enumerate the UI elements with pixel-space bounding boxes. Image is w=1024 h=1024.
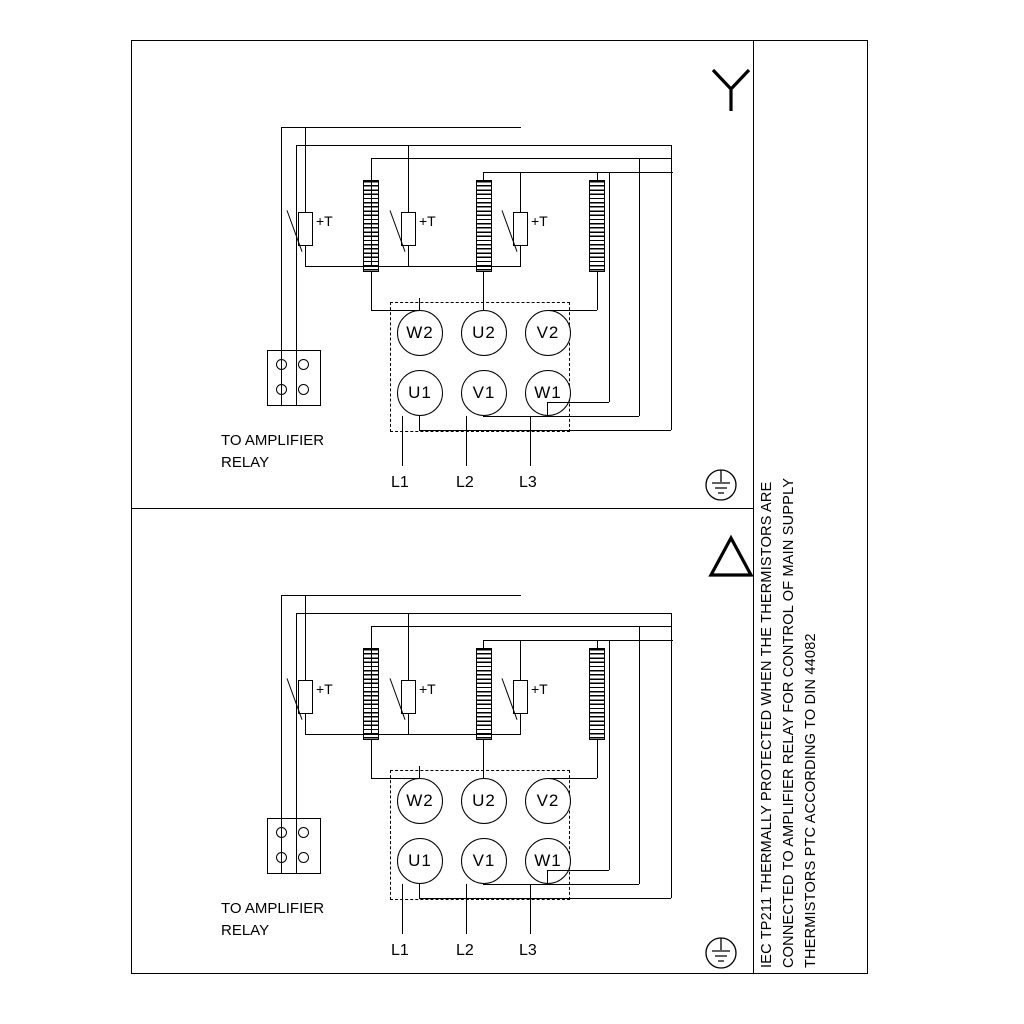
thermistor-3 — [513, 212, 528, 246]
earth-symbol — [701, 933, 741, 973]
phase-label-l1: L1 — [391, 474, 409, 491]
thermistor-2 — [401, 212, 416, 246]
wire-w2-stub — [419, 298, 420, 310]
wire-top-1 — [281, 595, 521, 596]
wire-v1-to-l2 — [466, 884, 467, 934]
wire-therm1-bottom — [305, 246, 306, 266]
wire-right-outer-2 — [639, 158, 640, 416]
wire-right-outer-2 — [639, 626, 640, 884]
wire-top-3 — [371, 626, 671, 627]
wire-right-outer-1 — [671, 145, 672, 430]
thermistor-1 — [298, 212, 313, 246]
terminal-v1: V1 — [461, 370, 507, 416]
wire-therm3-bottom — [520, 714, 521, 734]
notes-column — [753, 40, 868, 974]
wire-therm2-top — [408, 613, 409, 680]
winding-coil-2 — [476, 648, 492, 740]
terminal-u2: U2 — [461, 310, 507, 356]
wire-coil1-to-w2 — [371, 310, 419, 311]
panel-star — [131, 40, 754, 508]
terminal-u1: U1 — [397, 370, 443, 416]
wire-coil3-to-v2 — [547, 310, 597, 311]
wire-coil1-bottom — [371, 740, 372, 778]
phase-label-l1: L1 — [391, 942, 409, 959]
wire-coil2-bottom — [483, 740, 484, 778]
delta-symbol — [706, 533, 756, 581]
wire-therm-mid-to-3 — [371, 266, 521, 267]
wire-therm3-bottom — [520, 246, 521, 266]
terminal-w1: W1 — [525, 370, 571, 416]
thermistor-1 — [298, 680, 313, 714]
panel-delta — [131, 508, 754, 976]
connector-pin-2 — [298, 827, 309, 838]
wire-v1-to-l2 — [466, 416, 467, 466]
wire-therm2-bottom — [408, 714, 409, 734]
note-line-1: IEC TP211 THERMALLY PROTECTED WHEN THE THERMISTORS ARE — [759, 481, 775, 968]
wire-coil1-bottom — [371, 272, 372, 310]
wire-conn-left-drop — [281, 834, 282, 874]
winding-coil-3 — [589, 180, 605, 272]
connector-pin-4 — [298, 852, 309, 863]
thermistor-label-3: +T — [531, 213, 548, 229]
wire-w1-to-l3 — [530, 416, 531, 466]
wire-top-4 — [483, 640, 673, 641]
note-line-2: CONNECTED TO AMPLIFIER RELAY FOR CONTROL OF MAIN SUPPLY — [781, 477, 797, 968]
wire-bottom-bus-2 — [483, 416, 639, 417]
wire-w1-to-l3 — [530, 884, 531, 934]
thermistor-2 — [401, 680, 416, 714]
terminal-u2: U2 — [461, 778, 507, 824]
wire-therm3-top — [520, 172, 521, 212]
wire-therm-left2-down — [296, 145, 297, 366]
amplifier-label-line1: TO AMPLIFIER — [221, 432, 325, 449]
wire-therm1-bottom — [305, 714, 306, 734]
amplifier-connector — [267, 818, 321, 874]
wire-bottom-bus-2 — [483, 884, 639, 885]
terminal-u1: U1 — [397, 838, 443, 884]
phase-label-l2: L2 — [456, 942, 474, 959]
amplifier-label-line2: RELAY — [221, 454, 270, 471]
wire-coil1-top — [371, 626, 372, 648]
wire-u1-to-l1 — [402, 416, 403, 466]
amplifier-label-line1: TO AMPLIFIER — [221, 900, 325, 917]
wire-u1-tap — [419, 416, 420, 430]
thermistor-label-2: +T — [419, 681, 436, 697]
wire-therm2-bottom — [408, 246, 409, 266]
terminal-v2: V2 — [525, 310, 571, 356]
thermistor-3 — [513, 680, 528, 714]
wire-conn-right-drop — [296, 366, 297, 406]
wire-top-2 — [296, 613, 671, 614]
phase-label-l3: L3 — [519, 942, 537, 959]
wire-therm2-top — [408, 145, 409, 212]
wire-therm-left-down — [281, 595, 282, 834]
thermistor-label-2: +T — [419, 213, 436, 229]
wire-coil2-top — [483, 640, 484, 648]
wire-coil3-to-v2 — [547, 778, 597, 779]
wire-coil2-bottom — [483, 272, 484, 310]
amplifier-label-line2: RELAY — [221, 922, 270, 939]
wire-therm-left-down — [281, 127, 282, 366]
wire-bottom-bus-3 — [547, 402, 609, 403]
wire-w1-tap — [547, 870, 548, 884]
phase-label-l3: L3 — [519, 474, 537, 491]
wire-therm-mid-to-3 — [371, 734, 521, 735]
wire-w1-tap — [547, 402, 548, 416]
earth-symbol — [701, 465, 741, 505]
amplifier-connector — [267, 350, 321, 406]
terminal-w2: W2 — [397, 310, 443, 356]
star-symbol — [706, 65, 756, 113]
terminal-w2: W2 — [397, 778, 443, 824]
wire-coil2-top — [483, 172, 484, 180]
terminal-v1: V1 — [461, 838, 507, 884]
wire-u1-tap — [419, 884, 420, 898]
wire-therm-left2-down — [296, 613, 297, 834]
connector-pin-4 — [298, 384, 309, 395]
wire-coil3-top — [597, 172, 598, 180]
phase-label-l2: L2 — [456, 474, 474, 491]
wire-right-outer-1 — [671, 613, 672, 898]
wire-bottom-bus-3 — [547, 870, 609, 871]
wire-bottom-bus-1 — [419, 430, 671, 431]
thermistor-label-3: +T — [531, 681, 548, 697]
wire-coil1-top — [371, 158, 372, 180]
terminal-w1: W1 — [525, 838, 571, 884]
wire-therm3-top — [520, 640, 521, 680]
wire-bottom-bus-1 — [419, 898, 671, 899]
wire-top-3 — [371, 158, 671, 159]
wire-top-1 — [281, 127, 521, 128]
wire-u1-to-l1 — [402, 884, 403, 934]
note-line-3: THERMISTORS PTC ACCORDING TO DIN 44082 — [803, 633, 819, 968]
wire-therm1-top — [305, 127, 306, 212]
wire-coil3-bottom — [597, 272, 598, 310]
wire-coil3-bottom — [597, 740, 598, 778]
thermistor-label-1: +T — [316, 681, 333, 697]
winding-coil-2 — [476, 180, 492, 272]
terminal-v2: V2 — [525, 778, 571, 824]
winding-coil-3 — [589, 648, 605, 740]
wire-therm1-top — [305, 595, 306, 680]
thermistor-label-1: +T — [316, 213, 333, 229]
wire-right-outer-3 — [609, 640, 610, 870]
wire-coil3-top — [597, 640, 598, 648]
wire-conn-left-drop — [281, 366, 282, 406]
wire-top-2 — [296, 145, 671, 146]
wire-right-outer-3 — [609, 172, 610, 402]
wire-coil1-to-w2 — [371, 778, 419, 779]
wire-conn-right-drop — [296, 834, 297, 874]
wire-w2-stub — [419, 766, 420, 778]
wire-top-4 — [483, 172, 673, 173]
connector-pin-2 — [298, 359, 309, 370]
